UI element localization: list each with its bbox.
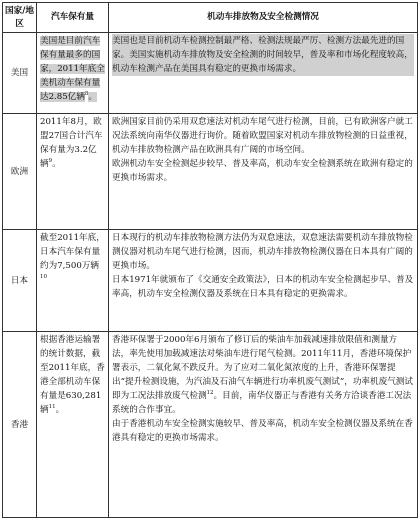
table-row-hong-kong xyxy=(3,332,418,518)
regional-comparison-table xyxy=(2,2,418,518)
region-cell: 香港 xyxy=(3,332,37,518)
footnote-ref: 12 xyxy=(206,390,214,397)
vehicle-count-cell xyxy=(37,114,109,230)
vehicle-count-tail: 。 xyxy=(88,92,98,102)
vehicle-count-cell xyxy=(37,230,109,332)
region-cell: 欧洲 xyxy=(3,114,37,230)
inspection-situation-cell xyxy=(109,332,418,518)
region-cell: 美国 xyxy=(3,33,37,114)
footnote-ref: 11 xyxy=(48,404,56,411)
vehicle-count-cell xyxy=(37,33,109,114)
situation-paragraph: 日本1971年就颁布了《交通安全政策法》，日本的机动车安全检测起步早、普及率高，机动车安全检测仪器及系统在日本具有稳定的更换需求。 xyxy=(112,275,414,299)
table-header-row xyxy=(3,3,418,33)
situation-paragraph: 日本现行的机动车排放物检测方法仍为双怠速法，双怠速法需要机动车排放物检测仪器对机动车尾气进行检测，因而，机动车排放物检测仪器在日本具有广阔的更换市场。 xyxy=(112,233,413,271)
situation-text: 香港环保署于2000年6月颁布了修订后的柴油车加载减速排放限值和测量方法，率先使用加载减速法对柴油车进行尾气检测。2011年11月，香港环境保护署表示，二氧化氮不跌反升。为了应对二氧化氮浓度的上升，香港环保署提出“提升检测设施，为汽油及石油气车辆进行功率机废气测试”，功率机废气测试即为工况法排放废气检测 xyxy=(112,335,413,401)
footnote-ref: 10 xyxy=(40,274,47,281)
situation-paragraph: 由于香港机动车安全检测实施较早、普及率高，机动车安全检测仪器及系统在香港具有稳定的更换市场需求。 xyxy=(112,419,413,443)
table-row-usa xyxy=(3,33,418,114)
inspection-situation-cell xyxy=(109,114,418,230)
header-inspection-situation: 机动车排放物及安全检测情况 xyxy=(109,3,418,33)
vehicle-count-text: 根据香港运输署的统计数据，截至2011年底，香港全部机动车保有量是630,281辆 xyxy=(40,335,105,415)
vehicle-count-tail: 。 xyxy=(55,405,65,415)
table-row-japan xyxy=(3,230,418,332)
inspection-situation-cell xyxy=(109,230,418,332)
footnote-ref: 9 xyxy=(48,158,53,165)
situation-paragraph: 美国也是目前机动车检测控制最严格、检测法规最严厉、检测方法最先进的国家。美国实施机动车排放物及安全检测的时间较早，普及率和市场化程度较高，机动车检测产品在美国具有稳定的更换市场需求。 xyxy=(112,36,413,74)
region-cell: 日本 xyxy=(3,230,37,332)
table-row-europe xyxy=(3,114,418,230)
header-vehicle-count: 汽车保有量 xyxy=(37,3,109,33)
vehicle-count-cell xyxy=(37,332,109,518)
vehicle-count-tail: 。 xyxy=(52,159,61,169)
vehicle-count-text: 截至2011年底，日本汽车保有量约为7,500万辆 xyxy=(40,233,105,271)
header-region: 国家/地区 xyxy=(3,3,37,33)
situation-paragraph xyxy=(112,333,414,417)
situation-text-tail: 。目前，南华仪器正与香港有关务方洽谈香港工况法系统的合作事宜。 xyxy=(112,391,412,415)
situation-paragraph: 欧洲国家目前仍采用双怠速法对机动车尾气进行检测，目前，已有欧洲客户就工况法系统向南华仪器进行询价。随着欧盟国家对机动车排放物检测的日益重视，机动车排放物检测产品在欧洲具有广阔的市场空间。 xyxy=(112,117,413,155)
situation-paragraph: 欧洲机动车安全检测起步较早、普及率高，机动车安全检测系统在欧洲有稳定的更换市场需求。 xyxy=(112,159,413,183)
inspection-situation-cell xyxy=(109,33,418,114)
footnote-ref: 8 xyxy=(84,91,89,98)
vehicle-count-text: 2011年8月，欧盟27国合计汽车保有量为3.2亿辆 xyxy=(40,117,103,169)
vehicle-count-text: 美国是目前汽车保有量最多的国家，2011年底全美机动车保有量达2.85亿辆 xyxy=(40,36,105,102)
